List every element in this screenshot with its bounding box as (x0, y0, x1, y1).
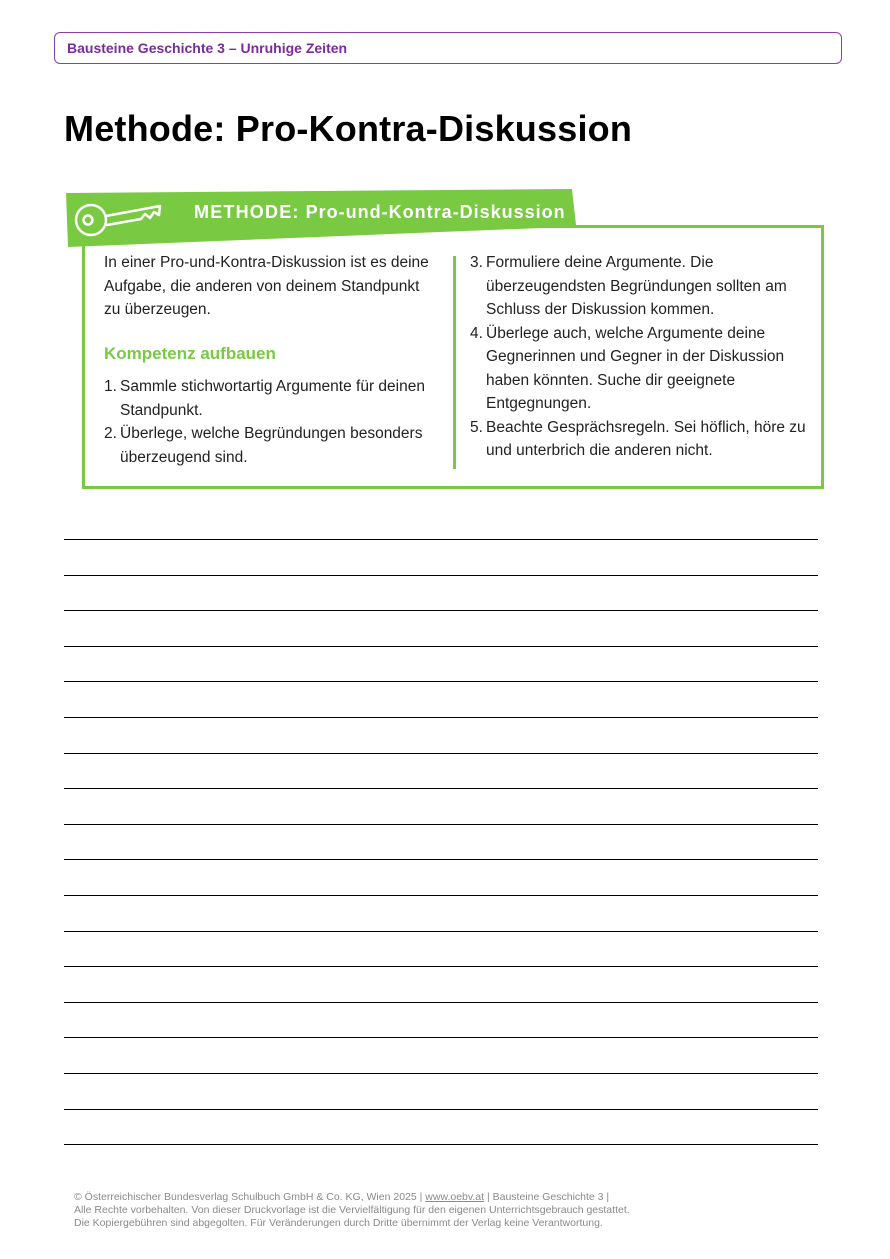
writing-line[interactable] (64, 646, 818, 682)
step-number: 5. (470, 418, 483, 436)
writing-line[interactable] (64, 1037, 818, 1073)
step-number: 3. (470, 254, 483, 271)
writing-line[interactable] (64, 788, 818, 824)
writing-line[interactable] (64, 717, 818, 753)
writing-line[interactable] (64, 575, 818, 611)
footer-copyright: © Österreichischer Bundesverlag Schulbuch GmbH & Co. KG, Wien 2025 | (74, 1191, 426, 1203)
step-number: 2. (104, 425, 117, 442)
page-title: Methode: Pro-Kontra-Diskussion (64, 108, 633, 149)
method-intro: In einer Pro-und-Kontra-Diskussion ist es deine Aufgabe, die anderen von deinem Standpunkt zu überzeugen. (104, 254, 429, 318)
column-divider (453, 256, 456, 469)
writing-lines[interactable] (64, 539, 818, 1180)
writing-line[interactable] (64, 753, 818, 789)
step-text: Formuliere deine Argumente. Die überzeugendsten Begründungen sollten am Schluss der Diskussion kommen. (486, 254, 787, 318)
writing-line[interactable] (64, 824, 818, 860)
list-item (470, 416, 815, 463)
banner-prefix: METHODE: (194, 202, 300, 222)
competence-heading: Kompetenz aufbauen (104, 343, 276, 363)
footer-line-3: Die Kopiergebühren sind abgegolten. Für Veränderungen durch Dritte übernimmt der Verlag keine Verantwortung. (74, 1217, 603, 1229)
writing-line[interactable] (64, 931, 818, 967)
list-item (104, 375, 434, 422)
writing-line[interactable] (64, 539, 818, 575)
step-text: Beachte Gesprächsregeln. Sei höflich, höre zu und unterbrich die anderen nicht. (486, 418, 806, 459)
header-bar (54, 32, 842, 64)
method-banner-title (194, 202, 566, 223)
writing-line[interactable] (64, 681, 818, 717)
writing-line[interactable] (64, 859, 818, 895)
step-text: Überlege auch, welche Argumente deine Gegnerinnen und Gegner in der Diskussion haben könnten. Suche dir geeignete Entgegnungen. (486, 324, 785, 412)
step-text: Überlege, welche Begründungen besonders überzeugend sind. (120, 425, 423, 466)
writing-line[interactable] (64, 1144, 818, 1180)
list-item (104, 422, 434, 469)
method-left-column (104, 251, 434, 469)
list-item (470, 251, 815, 322)
footer-link[interactable]: www.oebv.at (425, 1191, 485, 1203)
footer-line-1 (74, 1191, 630, 1204)
writing-line[interactable] (64, 1002, 818, 1038)
writing-line[interactable] (64, 610, 818, 646)
step-text: Sammle stichwortartig Argumente für deinen Standpunkt. (120, 378, 425, 419)
step-number: 4. (470, 324, 483, 342)
footer (74, 1191, 630, 1230)
footer-book: | Bausteine Geschichte 3 | (484, 1191, 610, 1203)
writing-line[interactable] (64, 1109, 818, 1145)
writing-line[interactable] (64, 1073, 818, 1109)
step-number: 1. (104, 378, 117, 395)
banner-title-text: Pro-und-Kontra-Diskussion (305, 202, 566, 222)
header-label: Bausteine Geschichte 3 – Unruhige Zeiten (67, 40, 348, 56)
footer-line-2: Alle Rechte vorbehalten. Von dieser Druckvorlage ist die Vervielfältigung für den eigenen Unterrichtsgebrauch gestattet. (74, 1204, 630, 1216)
writing-line[interactable] (64, 966, 818, 1002)
method-right-column (470, 251, 815, 463)
writing-line[interactable] (64, 895, 818, 931)
list-item (470, 322, 815, 416)
